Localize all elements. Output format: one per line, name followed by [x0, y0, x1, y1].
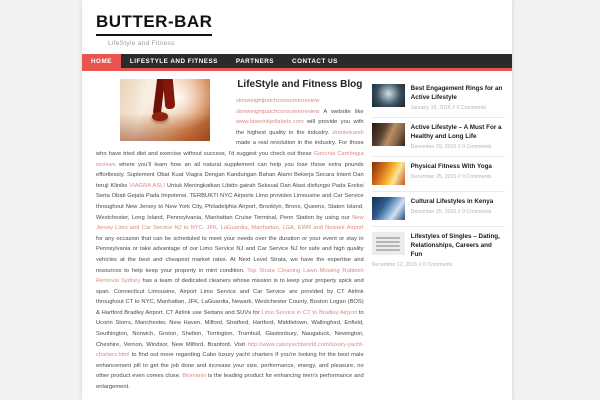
main-column: [96, 77, 364, 393]
nav-item-partners[interactable]: PARTNERS: [235, 57, 275, 65]
nav-item-lifestyle-and-fitness[interactable]: LIFESTYLE AND FITNESS: [129, 57, 218, 65]
body-link[interactable]: New Jersey Limo and Car Service NJ to NYC, JFK, LaGuardia, Manhattan, LGA, EWR and Newark Airport: [96, 214, 364, 232]
image-foot-shape: [152, 112, 167, 121]
sidebar-post-meta: December 12, 2015 // 0 Comments: [371, 262, 453, 268]
sidebar-posts: [372, 77, 505, 393]
body-text: will provide you with the highest quality in the industry.: [236, 119, 364, 136]
sidebar-post: [372, 227, 505, 274]
content-area: [82, 71, 512, 393]
site-logo[interactable]: BUTTER-BAR: [96, 12, 212, 36]
site-header: [82, 0, 512, 54]
featured-image-runner-feet: [120, 79, 210, 141]
body-link[interactable]: dranielsandi: [332, 129, 364, 136]
sidebar-post-meta: December 29, 2015 // 0 Comments: [410, 144, 492, 150]
sidebar-post-title[interactable]: Lifestyles of Singles – Dating, Relationships, Careers and Fun: [410, 233, 500, 258]
body-text: where you'll learn how an all natural supplement can help you lose those extra pounds effortlessly. Suplement Obat Kuat Viagra Dengan Kandungan Bahan Alami Bekerja Secara Intent Dan teruji Kliniks: [96, 161, 364, 189]
body-text: A website like: [319, 108, 364, 115]
body-link[interactable]: Limo Service in CT to Bradley Airport: [261, 309, 358, 316]
sidebar-post-meta: December 25, 2015 // 0 Comments: [410, 209, 492, 215]
body-text: Untuk Meningkatkan Libido gairah Seksual Dan Atasi disfungsi Pada Ereksi Serta Obati Gejala Pada Impotensi. TERBUKTI NYC Airports Limo provides Limousine and Car Service throughout New Jersey to New York City, Philadelphia Airport, Brooklyn, Bronx, Queens, Staten Island, Westchester, Long Island, Pennsylvania, Manhattan Cruise Terminal, Penn Station by using our: [96, 182, 364, 221]
sidebar-post: [372, 157, 505, 192]
body-text: has a team of dedicated cleaners whose mission is to keep your property spick and span. Connecticut Limousine, Airport Limo Service and Car Service are provided by CT Airlink throughout CT to NYC, Manhattan, JFK, LaGuardia, Newark, Westchester County, Boston Logan (BOS) & Hartford Bradley Airport. CT Airlink use Sedans and SUVs for: [96, 278, 364, 316]
sidebar-post-title[interactable]: Cultural Lifestyles in Kenya: [410, 198, 494, 205]
kenya-blue-thumb[interactable]: [372, 197, 405, 220]
body-link[interactable]: slimweightpatchconsumerreview: [236, 108, 320, 115]
sunset-yoga-thumb[interactable]: [372, 162, 405, 185]
main-nav: [82, 54, 512, 71]
body-link[interactable]: Garcinia Cambogia reviews: [96, 150, 364, 168]
body-text: made a real revolution in the industry. For those who have tried diet and exercise without success, I'd suggest you check out these: [96, 140, 364, 157]
sidebar-post: [372, 192, 505, 227]
hands-rings-thumb[interactable]: [372, 123, 405, 146]
sidebar-post-title[interactable]: Best Engagement Rings for an Active Lifestyle: [410, 85, 503, 101]
sidebar-post: [372, 79, 505, 118]
body-text: is the leading product for enhancing men's performance and enlargement.: [96, 373, 364, 391]
body-link[interactable]: http://www.caboyachtworld.com/luxury-yacht-charters.html: [96, 341, 364, 359]
body-link[interactable]: VIAGRA ASLI: [129, 182, 165, 189]
sidebar-post-title[interactable]: Active Lifestyle – A Must For a Healthy and Long Life: [410, 124, 502, 140]
word-cloud-thumb[interactable]: [372, 232, 405, 255]
body-link[interactable]: Top Strata Cleaning Lawn Mowing Rubbish Removal Sydney: [96, 267, 364, 285]
couple-silhouette-thumb[interactable]: [372, 84, 405, 107]
sidebar-post-meta: December 25, 2015 // 0 Comments: [410, 174, 492, 180]
nav-item-contact-us[interactable]: CONTACT US: [292, 57, 338, 65]
nav-item-home[interactable]: HOME: [82, 54, 121, 68]
body-link[interactable]: slimweightpatchconsumerreview: [236, 98, 320, 104]
site-tagline: LifeStyle and Fitness: [108, 40, 175, 47]
page-wrapper: [82, 0, 512, 400]
body-link[interactable]: www.laserinkjetlabels.com: [236, 119, 304, 126]
sidebar-post-meta: January 19, 2016 // 0 Comments: [410, 105, 486, 111]
body-text: to find out more regarding Cabo luxury yacht charters If you're looking for the best male enhancement pill to get the job done and increase your size, performance, energy, and pleasure, no other product even comes close.: [96, 352, 364, 380]
body-text: for any occasion that can be scheduled to meet your needs over the duration or your event or stay in Pennsylvania or take advantage of our Limo Service NJ and Car Service NJ for safe and high quality vehicles at the best and cheapest market rates. At Next Level Strata, we have the expertise and resources to help keep your property in mint condition.: [96, 235, 364, 274]
page-title: LifeStyle and Fitness Blog: [237, 79, 363, 90]
body-text: to Uconn Storrs, Manchester, New Haven, Milford, Stratford, Hartford, Middletown, Wallingford, Enfield, Southington, Norwich, Groton, Shelton, Torrington, Trumbull, Glastonbury, Naugatuck, Newington, Cheshire, Vernon, Windsor, New Milford, Branford. Visit: [96, 309, 364, 348]
sidebar-post: [372, 118, 505, 157]
body-link[interactable]: Biomanix: [182, 373, 207, 380]
sidebar-post-title[interactable]: Physical Fitness With Yoga: [410, 163, 492, 170]
